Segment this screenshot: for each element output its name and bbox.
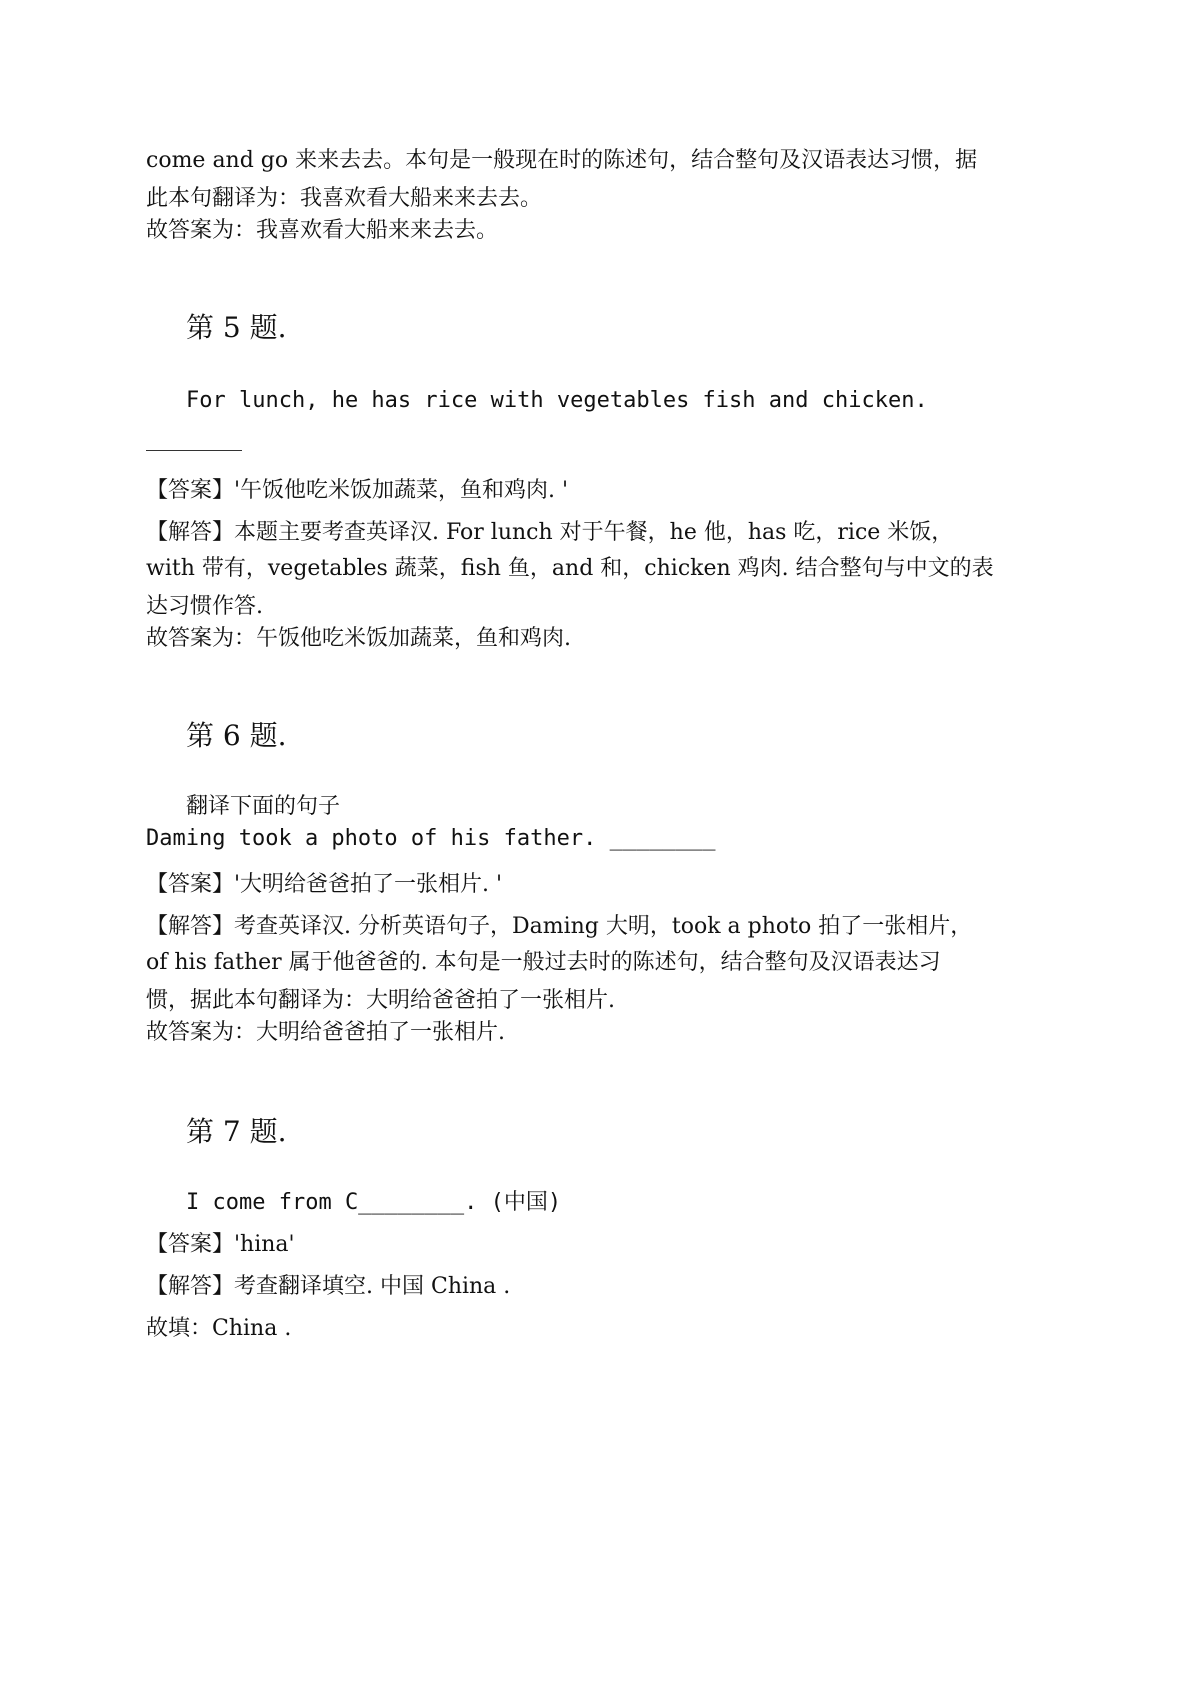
question-6-final-answer: 故答案为：大明给爸爸拍了一张相片. xyxy=(146,1020,505,1045)
prev-explanation-line-2: 此本句翻译为：我喜欢看大船来来去去。 xyxy=(146,186,543,211)
question-6-answer: 【答案】'大明给爸爸拍了一张相片. ' xyxy=(146,872,503,897)
question-7-text: I come from C________. (中国) xyxy=(186,1190,562,1215)
question-5-explanation-line-1: 【解答】本题主要考查英译汉. For lunch 对于午餐，he 他，has 吃，rice 米饭， xyxy=(146,520,954,545)
question-5-explanation-line-3: 达习惯作答. xyxy=(146,594,263,619)
question-7-final-answer: 故填：China . xyxy=(146,1316,292,1341)
question-5-final-answer: 故答案为：午饭他吃米饭加蔬菜，鱼和鸡肉. xyxy=(146,626,571,651)
prev-explanation-line-1: come and go 来来去去。本句是一般现在时的陈述句，结合整句及汉语表达习惯，据 xyxy=(146,148,978,173)
question-6-title: 第 6 题. xyxy=(186,719,287,752)
question-5-answer: 【答案】'午饭他吃米饭加蔬菜，鱼和鸡肉. ' xyxy=(146,478,569,503)
question-7-explanation: 【解答】考查翻译填空. 中国 China . xyxy=(146,1274,511,1299)
question-6-explanation-line-3: 惯，据此本句翻译为：大明给爸爸拍了一张相片. xyxy=(146,988,615,1013)
question-7-answer: 【答案】'hina' xyxy=(146,1232,295,1257)
question-6-text: Daming took a photo of his father. ________ xyxy=(146,826,716,851)
question-5-answer-blank xyxy=(146,450,242,451)
question-5-explanation-line-2: with 带有，vegetables 蔬菜，fish 鱼，and 和，chicken 鸡肉. 结合整句与中文的表 xyxy=(146,556,994,581)
question-6-instruction: 翻译下面的句子 xyxy=(186,794,341,819)
prev-final-answer: 故答案为：我喜欢看大船来来去去。 xyxy=(146,218,499,243)
question-6-explanation-line-2: of his father 属于他爸爸的. 本句是一般过去时的陈述句，结合整句及汉语表达习 xyxy=(146,950,941,975)
question-7-title: 第 7 题. xyxy=(186,1115,287,1148)
question-5-text: For lunch, he has rice with vegetables fish and chicken. xyxy=(186,388,928,413)
question-5-title: 第 5 题. xyxy=(186,311,287,344)
question-6-explanation-line-1: 【解答】考查英译汉. 分析英语句子，Daming 大明，took a photo 拍了一张相片， xyxy=(146,914,973,939)
